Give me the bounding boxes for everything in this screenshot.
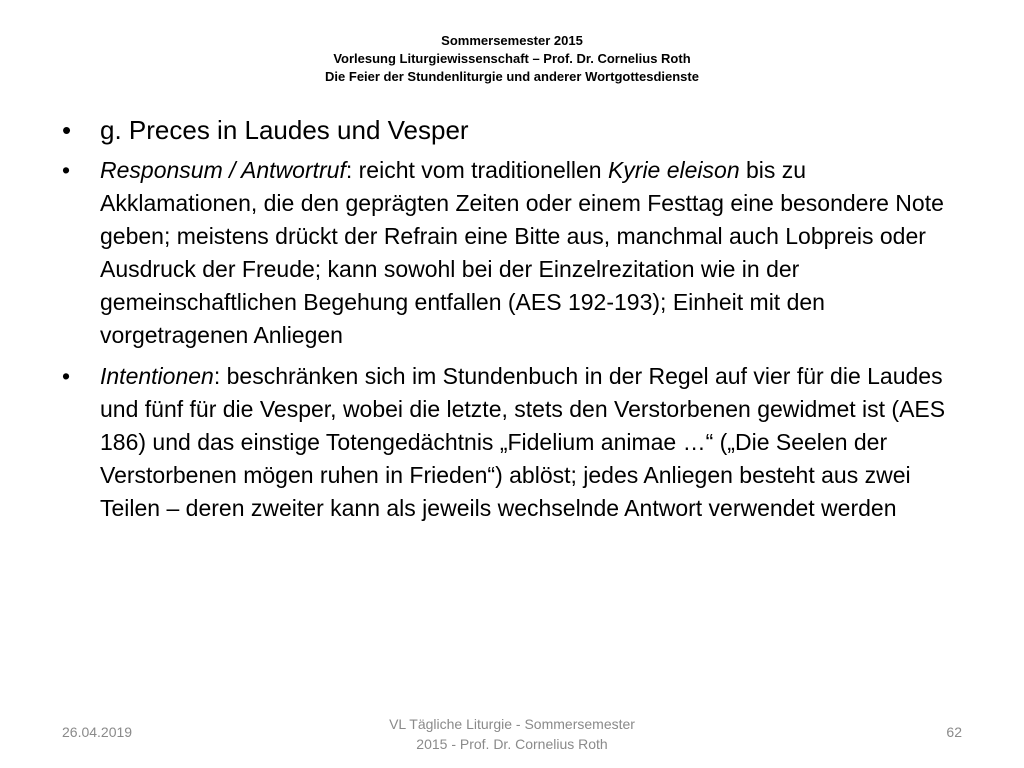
bullet-icon: • <box>62 363 71 389</box>
bullet-text <box>100 360 962 525</box>
bullet-icon: • <box>62 115 72 145</box>
header-line-semester: Sommersemester 2015 <box>441 33 583 48</box>
slide-footer <box>0 708 1024 768</box>
bullet-text-part: : reicht vom traditionellen <box>345 157 608 183</box>
bullet-term: Intentionen <box>100 363 214 389</box>
bullet-italic-phrase: Kyrie eleison <box>607 157 740 183</box>
footer-title-line: VL Tägliche Liturgie - Sommersemester <box>389 716 635 732</box>
bullet-term: Responsum / Antwortruf <box>100 157 346 183</box>
bullet-item-preces <box>62 112 962 148</box>
bullet-text <box>100 154 962 352</box>
footer-date: 26.04.2019 <box>62 724 133 740</box>
slide-header <box>0 32 1024 86</box>
bullet-icon: • <box>62 157 71 183</box>
bullet-text: g. Preces in Laudes und Vesper <box>100 115 469 145</box>
page-number: 62 <box>946 724 962 740</box>
bullet-item-responsum <box>62 154 962 352</box>
header-line-lecture: Vorlesung Liturgiewissenschaft – Prof. Dr. Cornelius Roth <box>333 51 691 66</box>
slide-content <box>62 112 962 533</box>
header-line-topic: Die Feier der Stundenliturgie und anderer Wortgottesdienste <box>325 69 699 84</box>
bullet-text-part: : beschränken sich im Stundenbuch in der Regel auf vier für die Laudes und fünf für die Vesper, wobei die letzte, stets den Verstorbenen gewidmet ist (AES 186) und das einstige Totengedächtnis „Fidelium animae …“ („Die Seelen der Verstorbenen mögen ruhen in Frieden“) ablöst; jedes Anliegen besteht aus zwei Teilen – deren zweiter kann als jeweils wechselnde Antwort verwendet werden <box>100 363 946 521</box>
bullet-item-intentionen <box>62 360 962 525</box>
footer-title <box>362 714 662 754</box>
footer-title-line: 2015 - Prof. Dr. Cornelius Roth <box>416 736 608 752</box>
bullet-text-part: bis zu Akklamationen, die den geprägten Zeiten oder einem Festtag eine besondere Note geben; meistens drückt der Refrain eine Bitte aus, manchmal auch Lobpreis oder Ausdruck der Freude; kann sowohl bei der Einzelrezitation wie in der gemeinschaftlichen Begehung entfallen (AES 192-193); Einheit mit den vorgetragenen Anliegen <box>100 157 944 348</box>
